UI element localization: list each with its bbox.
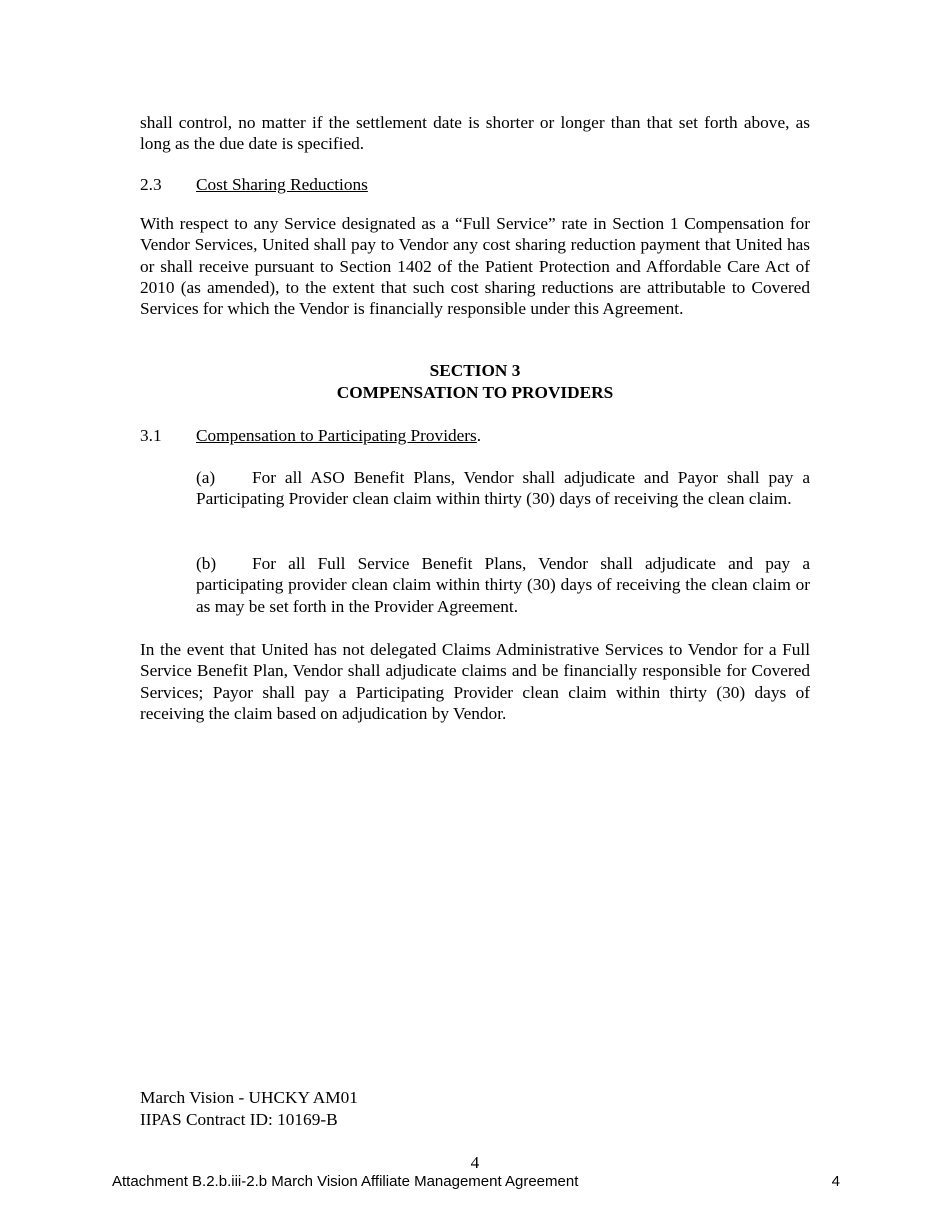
page-number: 4: [470, 1153, 480, 1172]
section-2-3-number: 2.3: [140, 175, 162, 194]
section-2-3-heading: [140, 174, 810, 195]
section-3-1-title: Compensation to Participating Providers: [196, 426, 477, 445]
section-2-3-title: Cost Sharing Reductions: [196, 175, 368, 194]
attachment-title: Attachment B.2.b.iii-2.b March Vision Affiliate Management Agreement: [112, 1173, 579, 1190]
section-3-1-number: 3.1: [140, 426, 162, 445]
section-3-1-heading: [140, 425, 810, 446]
footer-contract-id: IIPAS Contract ID: 10169-B: [140, 1110, 338, 1129]
section-3-1-title-suffix: .: [476, 426, 482, 445]
section-3-title: COMPENSATION TO PROVIDERS: [336, 383, 614, 402]
continuation-paragraph: shall control, no matter if the settlement date is shorter or longer than that set forth above, as long as the due date is specified.: [140, 113, 810, 154]
section-3-1-item-a: [196, 467, 810, 510]
section-3-1-item-b: [196, 553, 810, 617]
section-2-3-paragraph: With respect to any Service designated as a “Full Service” rate in Section 1 Compensation for Vendor Services, United shall pay to Vendor any cost sharing reduction payment that United has or shall receive pursuant to Section 1402 of the Patient Protection and Affordable Care Act of 2010 (as amended), to the extent that such cost sharing reductions are attributable to Covered Services for which the Vendor is financially responsible under this Agreement.: [140, 214, 810, 319]
item-a-label: (a): [196, 468, 216, 487]
section-3-label: SECTION 3: [429, 361, 521, 380]
footer-document-id: March Vision - UHCKY AM01: [140, 1088, 358, 1107]
item-a-text: For all ASO Benefit Plans, Vendor shall adjudicate and Payor shall pay a Participating Provider clean claim within thirty (30) days of receiving the clean claim.: [196, 468, 810, 509]
attachment-page-number: 4: [831, 1173, 840, 1190]
item-b-label: (b): [196, 554, 217, 573]
item-b-text: For all Full Service Benefit Plans, Vendor shall adjudicate and pay a participating provider clean claim within thirty (30) days of receiving the clean claim or as may be set forth in the Provider Agreement.: [196, 554, 810, 616]
closing-paragraph: In the event that United has not delegated Claims Administrative Services to Vendor for a Full Service Benefit Plan, Vendor shall adjudicate claims and be financially responsible for Covered Services; Payor shall pay a Participating Provider clean claim within thirty (30) days of receiving the claim based on adjudication by Vendor.: [140, 640, 810, 723]
